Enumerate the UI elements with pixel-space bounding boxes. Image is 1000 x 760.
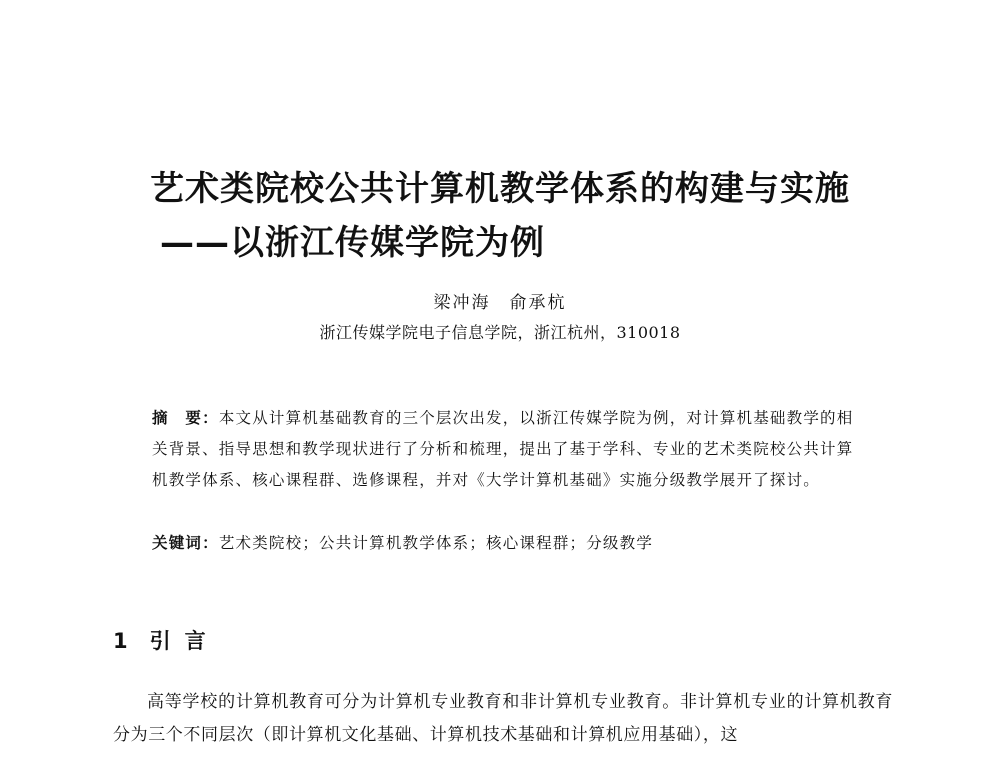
author-affiliation: 浙江传媒学院电子信息学院，浙江杭州，310018 [319,323,681,342]
section-number: 1 [113,629,128,653]
abstract [152,403,860,496]
keywords-text: 艺术类院校；公共计算机教学体系；核心课程群；分级教学 [218,534,654,552]
abstract-text: 本文从计算机基础教育的三个层次出发，以浙江传媒学院为例，对计算机基础教学的相关背景、指导思想和教学现状进行了分析和梳理，提出了基于学科、专业的艺术类院校公共计算机教学体系、核心课程群、选修课程，并对《大学计算机基础》实施分级教学展开了探讨。 [152,409,854,489]
keywords-label: 关键词： [152,534,219,552]
paper-subtitle: ——以浙江传媒学院为例 [160,223,545,263]
paper-title: 艺术类院校公共计算机教学体系的构建与实施 [150,169,850,209]
abstract-label: 摘 要： [152,409,219,427]
body-paragraph: 高等学校的计算机教育可分为计算机专业教育和非计算机专业教育。非计算机专业的计算机教育分为三个不同层次（即计算机文化基础、计算机技术基础和计算机应用基础），这 [113,692,893,745]
author-names: 梁冲海 俞承杭 [433,293,567,313]
section-title: 引言 [149,629,220,653]
keywords [152,531,860,553]
section-heading [113,625,220,655]
